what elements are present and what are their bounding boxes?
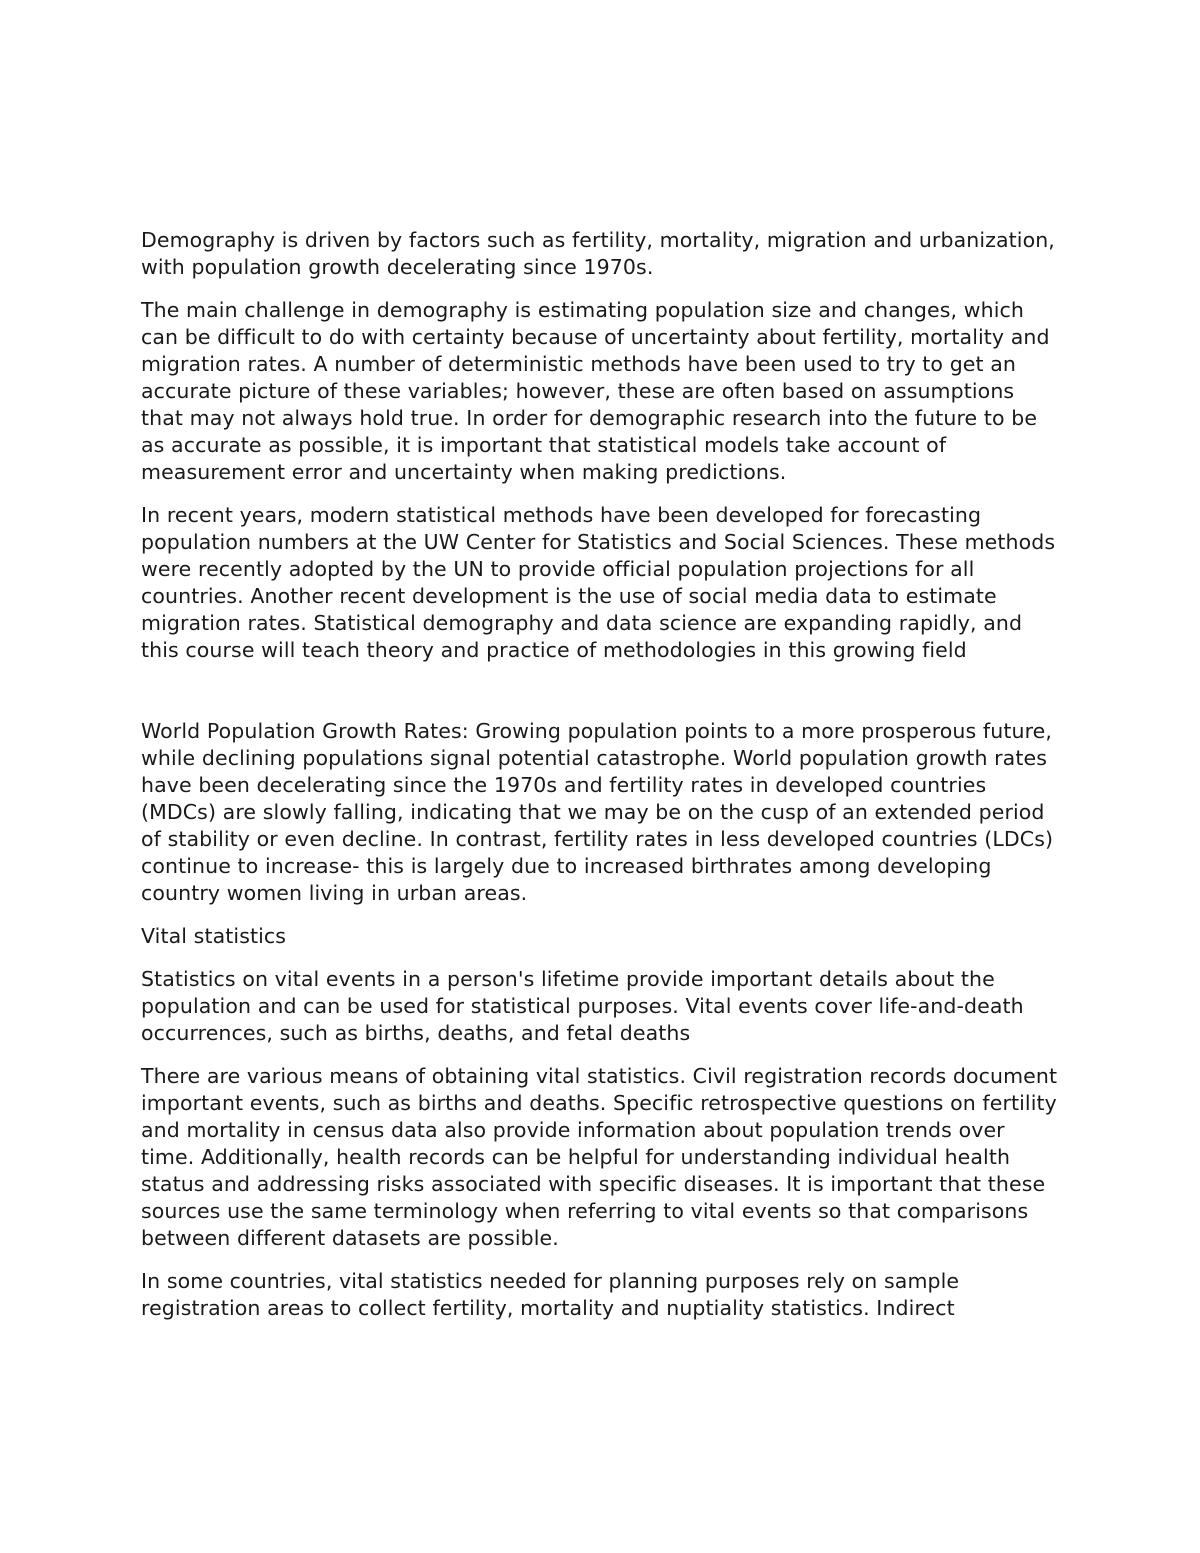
paragraph-obtaining-vital-statistics: There are various means of obtaining vital statistics. Civil registration records document important events, such as births and deaths. Specific retrospective questions on fertility and mortality in census data also provide information about population trends over time. Additionally, health records can be helpful for understanding individual health status and addressing risks associated with specific diseases. It is important that these sources use the same terminology when referring to vital events so that comparisons between different datasets are possible. [141,1064,1058,1250]
paragraph-recent-methods: In recent years, modern statistical methods have been developed for forecasting population numbers at the UW Center for Statistics and Social Sciences. These methods were recently adopted by the UN to provide official population projections for all countries. Another recent development is the use of social media data to estimate migration rates. Statistical demography and data science are expanding rapidly, and this course will teach theory and practice of methodologies in this growing field [141,503,1056,662]
paragraph-growth-rates: World Population Growth Rates: Growing population points to a more prosperous future, while declining populations signal potential catastrophe. World population growth rates have been decelerating since the 1970s and fertility rates in developed countries (MDCs) are slowly falling, indicating that we may be on the cusp of an extended period of stability or even decline. In contrast, fertility rates in less developed countries (LDCs) continue to increase- this is largely due to increased birthrates among developing country women living in urban areas. [141,719,1054,905]
section-heading-vital-statistics: Vital statistics [141,924,287,948]
document-body [141,227,1061,1338]
paragraph-sample-registration: In some countries, vital statistics needed for planning purposes rely on sample registration areas to collect fertility, mortality and nuptiality statistics. Indirect [141,1269,960,1320]
paragraph-intro: Demography is driven by factors such as fertility, mortality, migration and urbanization, with population growth decelerating since 1970s. [141,228,1055,279]
paragraph-main-challenge: The main challenge in demography is estimating population size and changes, which can be difficult to do with certainty because of uncertainty about fertility, mortality and migration rates. A number of deterministic methods have been used to try to get an accurate picture of these variables; however, these are often based on assumptions that may not always hold true. In order for demographic research into the future to be as accurate as possible, it is important that statistical models take account of measurement error and uncertainty when making predictions. [141,298,1050,484]
paragraph-vital-events: Statistics on vital events in a person's lifetime provide important details about the population and can be used for statistical purposes. Vital events cover life-and-death occurrences, such as births, deaths, and fetal deaths [141,967,1024,1045]
